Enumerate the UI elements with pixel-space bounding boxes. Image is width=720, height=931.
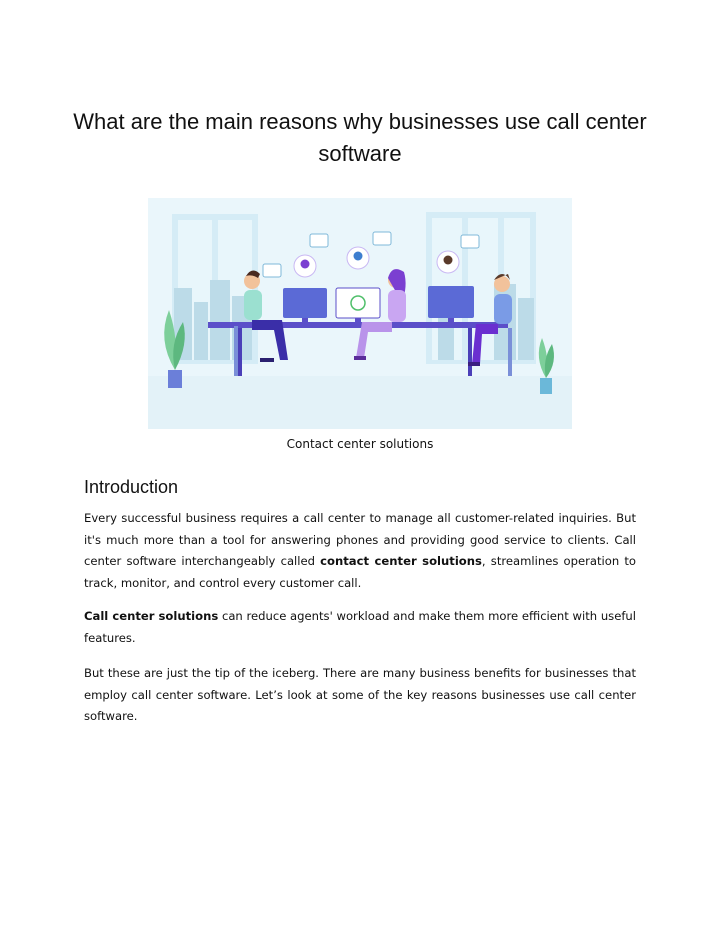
paragraph-2 [84, 606, 636, 649]
document-title: What are the main reasons why businesses use call center software [73, 109, 647, 166]
section-heading: Introduction [84, 477, 179, 497]
contact-center-solutions-bold: contact center solutions [320, 554, 482, 568]
call-center-illustration [148, 198, 572, 429]
call-center-solutions-bold: Call center solutions [84, 609, 219, 623]
figure-caption: Contact center solutions [286, 437, 434, 451]
paragraph-3: But these are just the tip of the iceberg. There are many business benefits for businesses that employ call center software. Let’s look at some of the key reasons businesses use call center software. [84, 666, 636, 723]
paragraph-1-text-b: , streamlines operation to track, monitor, and control every customer call. [84, 554, 637, 590]
paragraph-1-text-a: Every successful business requires a call center to manage all customer-related inquiries. But it's much more than a tool for answering phones and providing good service to clients. Call center software interchangeably called [84, 511, 636, 568]
paragraph-2-text: can reduce agents' workload and make them more efficient with useful features. [84, 609, 636, 645]
paragraph-1 [84, 508, 636, 594]
